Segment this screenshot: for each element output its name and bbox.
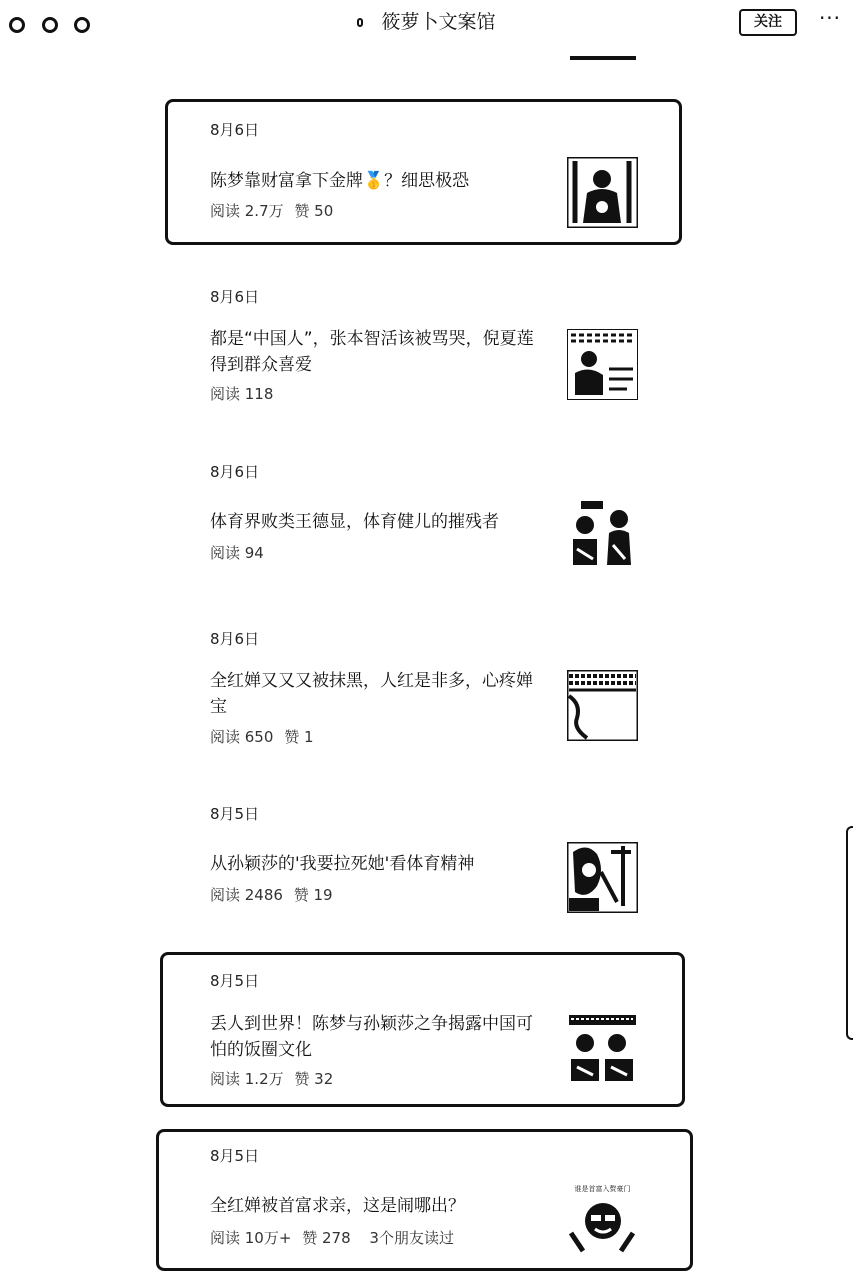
scrollbar-handle[interactable]: [846, 826, 853, 1040]
more-options-button[interactable]: ···: [818, 6, 842, 30]
article-thumbnail[interactable]: [567, 157, 638, 228]
account-avatar-icon: [357, 18, 363, 27]
article-date: 8月5日: [210, 805, 260, 823]
article-thumbnail[interactable]: [567, 329, 638, 400]
article-stats: [210, 542, 270, 563]
article-stats: [210, 884, 339, 905]
friends-read: 3个朋友读过: [369, 1229, 454, 1247]
title-bar: [0, 0, 853, 56]
article-date: 8月5日: [210, 972, 260, 990]
article-title[interactable]: 全红婵又又又被抹黑，人红是非多，心疼婵宝: [210, 671, 533, 717]
thumbnail-caption: 谁是首富入赘豪门: [574, 1185, 631, 1193]
article-title[interactable]: 体育界败类王德显，体育健儿的摧残者: [210, 512, 499, 532]
article-date: 8月6日: [210, 121, 260, 139]
article-title[interactable]: 丢人到世界！陈梦与孙颖莎之争揭露中国可怕的饭圈文化: [210, 1014, 533, 1060]
follow-button[interactable]: 关注: [739, 9, 797, 36]
article-title[interactable]: 全红婵被首富求亲，这是闹哪出？: [210, 1196, 465, 1216]
like-count: 赞 19: [293, 886, 333, 904]
like-count: 赞 278: [302, 1229, 351, 1247]
read-count: 阅读 118: [210, 385, 274, 403]
read-count: 阅读 650: [210, 728, 274, 746]
read-count: 阅读 2486: [210, 886, 283, 904]
article-title[interactable]: 都是“中国人”，张本智活该被骂哭，倪夏莲得到群众喜爱: [210, 329, 534, 375]
read-count: 阅读 1.2万: [210, 1070, 284, 1088]
read-count: 阅读 94: [210, 544, 264, 562]
article-stats: [210, 383, 279, 404]
like-count: 赞 50: [294, 202, 334, 220]
like-count: 赞 32: [294, 1070, 334, 1088]
read-count: 阅读 10万+: [210, 1229, 292, 1247]
article-date: 8月5日: [210, 1147, 260, 1165]
article-thumbnail[interactable]: [567, 670, 638, 741]
article-thumbnail[interactable]: [567, 499, 638, 570]
like-count: 赞 1: [284, 728, 314, 746]
article-stats: [210, 1227, 460, 1248]
account-title: [0, 6, 853, 34]
article-title[interactable]: 陈梦靠财富拿下金牌🥇？细思极恐: [210, 171, 470, 191]
article-stats: [210, 200, 339, 221]
article-title[interactable]: 从孙颖莎的'我要拉死她'看体育精神: [210, 854, 475, 874]
article-stats: [210, 1068, 339, 1089]
article-date: 8月6日: [210, 288, 260, 306]
read-count: 阅读 2.7万: [210, 202, 284, 220]
article-thumbnail[interactable]: [567, 1013, 638, 1084]
article-date: 8月6日: [210, 463, 260, 481]
article-date: 8月6日: [210, 630, 260, 648]
account-name: 筱萝卜文案馆: [381, 11, 496, 33]
article-stats: [210, 726, 320, 747]
article-thumbnail[interactable]: [567, 842, 638, 913]
article-thumbnail[interactable]: [567, 1183, 638, 1254]
